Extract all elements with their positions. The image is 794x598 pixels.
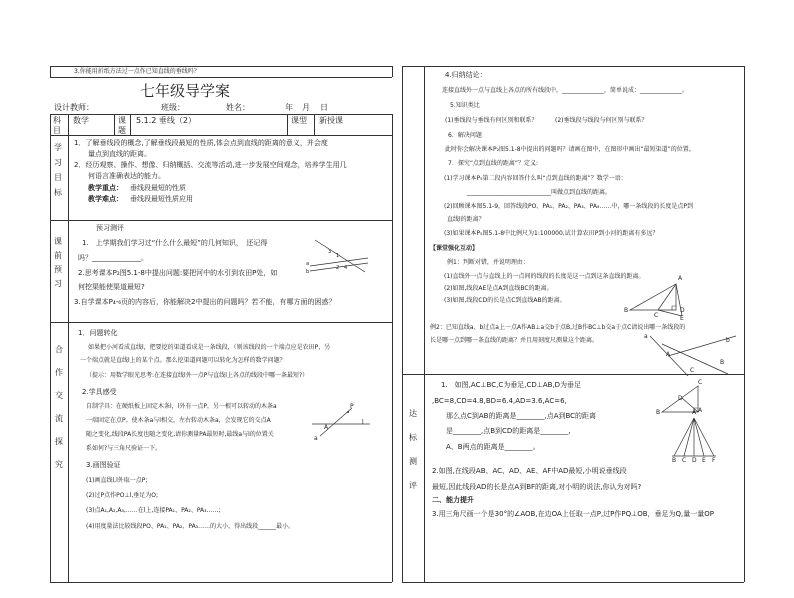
step-text: 随之变化,线段PA长度也随之变化,请你测量PA最短时,最线a与l的位置关: [86, 431, 274, 438]
angle-label: 2: [336, 265, 340, 271]
preview-q2: 何挖渠能使渠道最短?: [78, 283, 145, 291]
point-label: P: [350, 403, 354, 410]
goal-line: 量点到直线的距离。: [88, 150, 151, 158]
example-text: (3)如图,线段CD的长是点C到直线AB的距离。: [444, 297, 566, 304]
line-label: b: [726, 337, 730, 344]
step-text: （提示：用数学眼光思考:在连接直线l外一点P与直线l上各点的线段中哪一条最短?）: [86, 372, 309, 379]
table-border: [50, 135, 392, 136]
step-text: 连接直线外一点与直线上各点的所有线段中，______________，简单说成：______________。: [442, 87, 689, 94]
preview-label: 课前预习: [54, 237, 62, 288]
class-label: 班级：: [161, 103, 185, 112]
goal-line: 2．经历观察、操作、想像、归纳概括、交流等活动,进一步发展空间观念，培养学生用几: [74, 161, 347, 169]
point-label: B: [624, 307, 629, 314]
intersecting-lines-figure: [310, 236, 370, 276]
test-text: A、B两点的距离是________。: [446, 443, 540, 451]
lesson-label: 课题: [118, 116, 126, 135]
table-border: [50, 322, 392, 323]
key-point-label: 教学重点：: [88, 184, 123, 192]
point-label: A: [666, 351, 671, 358]
step-text: ____________________________叫做点到直线的距离。: [467, 189, 612, 196]
step-head: 3.画图验证: [86, 461, 121, 469]
test-text: 1. 如图,AC⊥BC,C为垂足,CD⊥AB,D为垂足: [441, 381, 582, 389]
test-text: ,BC=8,CD=4.8,BD=6.4,AD=3.6,AC=6,: [432, 397, 567, 405]
step-text: (2)垂线段与线段与何区别与联系？: [555, 117, 648, 124]
goal-line: 何语言准确表达的能力。: [88, 172, 165, 180]
table-border: [402, 66, 744, 67]
step-text: 系如何?与三角尺验证一下。: [86, 445, 162, 452]
point-label: A: [324, 424, 329, 431]
preview-q1: 吗？______________。: [78, 254, 148, 262]
point-label: E: [680, 315, 684, 322]
practice-head: 【课堂强化互动】: [430, 245, 479, 252]
line-label: a: [644, 333, 648, 340]
step-text: 如果把小河看成直线l，把要挖的渠道看成是一条线段，（则该线段的一个端点应是农田P，另: [88, 344, 331, 351]
step-text: 一个端点就是直线l上的某个点。那么挖渠道问题可以转化为怎样的数学问题？: [80, 357, 286, 364]
angle-label: 3: [328, 249, 332, 255]
step-text: (1)画直线l,l外取一点P;: [86, 477, 148, 484]
subject-label: 科目: [53, 116, 61, 135]
example-text: 例2：已知直线a、b过点a上一点A作AB⊥a交b于点B,过B作BC⊥b交a于点C请说出哪一条线段的: [430, 324, 686, 331]
ability-head: 二、能力提升: [432, 496, 474, 504]
step-text: (3)如果课本P₅图5.1-8中比例尺为1:100000,试计算农田P到小河的距离有多远？: [444, 230, 659, 237]
step-text: (3)点A₁,A₂,A₃,……在l上,连接PA₁、PA₂、PA₃……;: [86, 507, 221, 514]
altitude-triangle-figure: [660, 379, 710, 418]
step-head: 2.学具感受: [82, 388, 117, 396]
point-label: F: [712, 457, 716, 464]
point-label: B: [720, 359, 725, 366]
preview-head: 预习测评: [96, 224, 124, 232]
table-border: [424, 66, 425, 582]
table-border: [402, 374, 744, 375]
preview-q3: 3.自学课本P₄-₆页的内容后，你能解决2中提出的问题吗？若不能，有哪方面的困惑？: [74, 298, 336, 306]
table-border: [287, 114, 288, 135]
step-text: (1)垂线段与垂线有何区别和联系？: [445, 117, 538, 124]
table-border: [114, 114, 115, 135]
type-label: 课型: [291, 116, 307, 125]
step-head: 4.归纳结论：: [445, 71, 487, 79]
test-text: 那么点C到AB的距离是________,点A到BC的距离: [446, 412, 597, 420]
table-border: [50, 66, 392, 67]
year-label: 年: [285, 103, 293, 112]
preview-q1: 1. 上学期我们学习过“什么什么最短”的几何知识， 还记得: [82, 239, 268, 247]
goal-line: 1．了解垂线段的概念,了解垂线段最短的性质,体会点到直线的距离的意义，并会度: [74, 139, 328, 147]
point-label: B: [656, 409, 661, 416]
point-label: C: [682, 457, 687, 464]
line-label: b: [306, 269, 310, 275]
step-text: (2)回顾课本图5.1-9，回答线段PO、PA₁、PA₂、PA₃、PA₄……中，哪一条线段的长度是点P到: [444, 203, 693, 210]
point-label: C: [690, 367, 695, 374]
line-label: a: [306, 261, 310, 267]
angle-label: 4: [344, 265, 348, 271]
table-border: [392, 114, 393, 582]
day-label: 日: [320, 103, 328, 112]
table-border: [392, 66, 393, 77]
table-border: [50, 77, 392, 78]
test-text: 最短,因此线段AD的长是点A到BF的距离,对小明的说法,你认为对吗?: [432, 483, 642, 491]
difficult-point: 垂线段最短性质应用: [130, 195, 193, 203]
point-label: C: [698, 379, 703, 386]
point-label: B: [672, 457, 677, 464]
lesson-value: 5.1.2 垂线（2）: [136, 116, 196, 125]
example-text: 长是哪一点到哪一条直线的距离？并且用刻度尺测量这个距离。: [430, 337, 599, 344]
test-text: 3.用三角尺画一个是30°的∠AOB,在边OA上任取一点P,过P作PQ⊥OB，垂足为Q,量一量OP: [432, 510, 715, 518]
test-text: 是________,点B到CD的距离是________,: [446, 427, 571, 435]
step-text: (4)用度量法比较线段PO、PA₁、PA₂、PA₃……的大小，得出线段______最小。: [86, 523, 295, 530]
type-value: 新授课: [319, 116, 343, 125]
example-text: (1)直线外一点与直线上的一点间的线段的长度是这一点到这条直线的距离。: [444, 273, 645, 280]
step-head: 7．探究“点到直线的距离”？定义:: [448, 160, 539, 167]
point-label: A: [692, 409, 697, 416]
step-text: 一端固定在点P。使木条a与l相交，左右转动木条a，会发现它的交点A: [86, 417, 271, 424]
table-border: [50, 582, 392, 583]
step-text: (1)学习课本P₅第二段内容回答什么叫“点到直线的距离”？数学一语：: [444, 175, 627, 182]
line-label: a: [314, 435, 318, 442]
standard-test-label: 达标测评: [409, 409, 417, 490]
preview-q2: 2.思考课本P₂图5.1-8中提出问题:要把河中的水引到农田P处，如: [78, 269, 278, 277]
step-text: 直线l的距离？: [447, 216, 485, 223]
goals-label: 学习目标: [54, 143, 62, 197]
line-label: l: [362, 419, 364, 426]
table-border: [314, 114, 315, 135]
step-text: 此时你会解决课本P₂图5.1-8中提出的问题吗？请画在图中，在图形中画出“最短渠道”的位置。: [445, 146, 695, 153]
point-label: A: [678, 275, 683, 282]
table-border: [744, 66, 745, 582]
table-border: [50, 114, 392, 115]
point-label: A: [698, 407, 703, 414]
table-border: [50, 66, 51, 77]
angle-label: 1: [336, 253, 340, 259]
point-label: D: [692, 457, 697, 464]
point-label: E: [702, 457, 706, 464]
fan-segments-figure: [670, 416, 720, 461]
cooperate-label: 合作交流探究: [55, 345, 63, 469]
point-label: C: [654, 312, 659, 319]
table-border: [130, 114, 131, 135]
designer-label: 设计教师：: [54, 103, 94, 112]
table-border: [50, 220, 392, 221]
point-label: D: [680, 307, 685, 314]
table-border: [68, 114, 69, 582]
month-label: 月: [302, 103, 310, 112]
step-head: 1．问题转化: [78, 329, 118, 337]
triangle-figure: [628, 275, 688, 318]
step-head: 6．解决问题: [448, 132, 482, 139]
difficult-point-label: 教学难点：: [88, 195, 123, 203]
table-border: [402, 582, 744, 583]
name-label: 姓名：: [226, 103, 250, 112]
step-head: 5.知识类比: [450, 102, 480, 109]
page-title: 七年级导学案: [140, 82, 231, 100]
example-head: 例1：判断对错，并说明理由：: [447, 259, 529, 266]
step-text: (2)过P点作PO⊥l,垂足为O;: [86, 492, 159, 499]
point-label: D: [678, 395, 683, 402]
table-border: [402, 66, 403, 582]
top-question: 3.你能用折纸方法过一点作已知直线的垂线吗？: [74, 68, 200, 75]
subject-value: 数学: [73, 116, 89, 125]
step-text: 自制学具：在硬纸板上固定木条l，l外有一点P，另一根可以转动的木条a: [86, 403, 277, 410]
key-point: 垂线段最短的性质: [130, 184, 186, 192]
table-border: [50, 114, 51, 582]
test-text: 2.如图,在线段AB、AC、AD、AE、AF中AD最短,小明说垂线段: [432, 467, 627, 475]
example-text: (2)如图,线段AE是点A到直线BC的距离。: [444, 285, 553, 292]
